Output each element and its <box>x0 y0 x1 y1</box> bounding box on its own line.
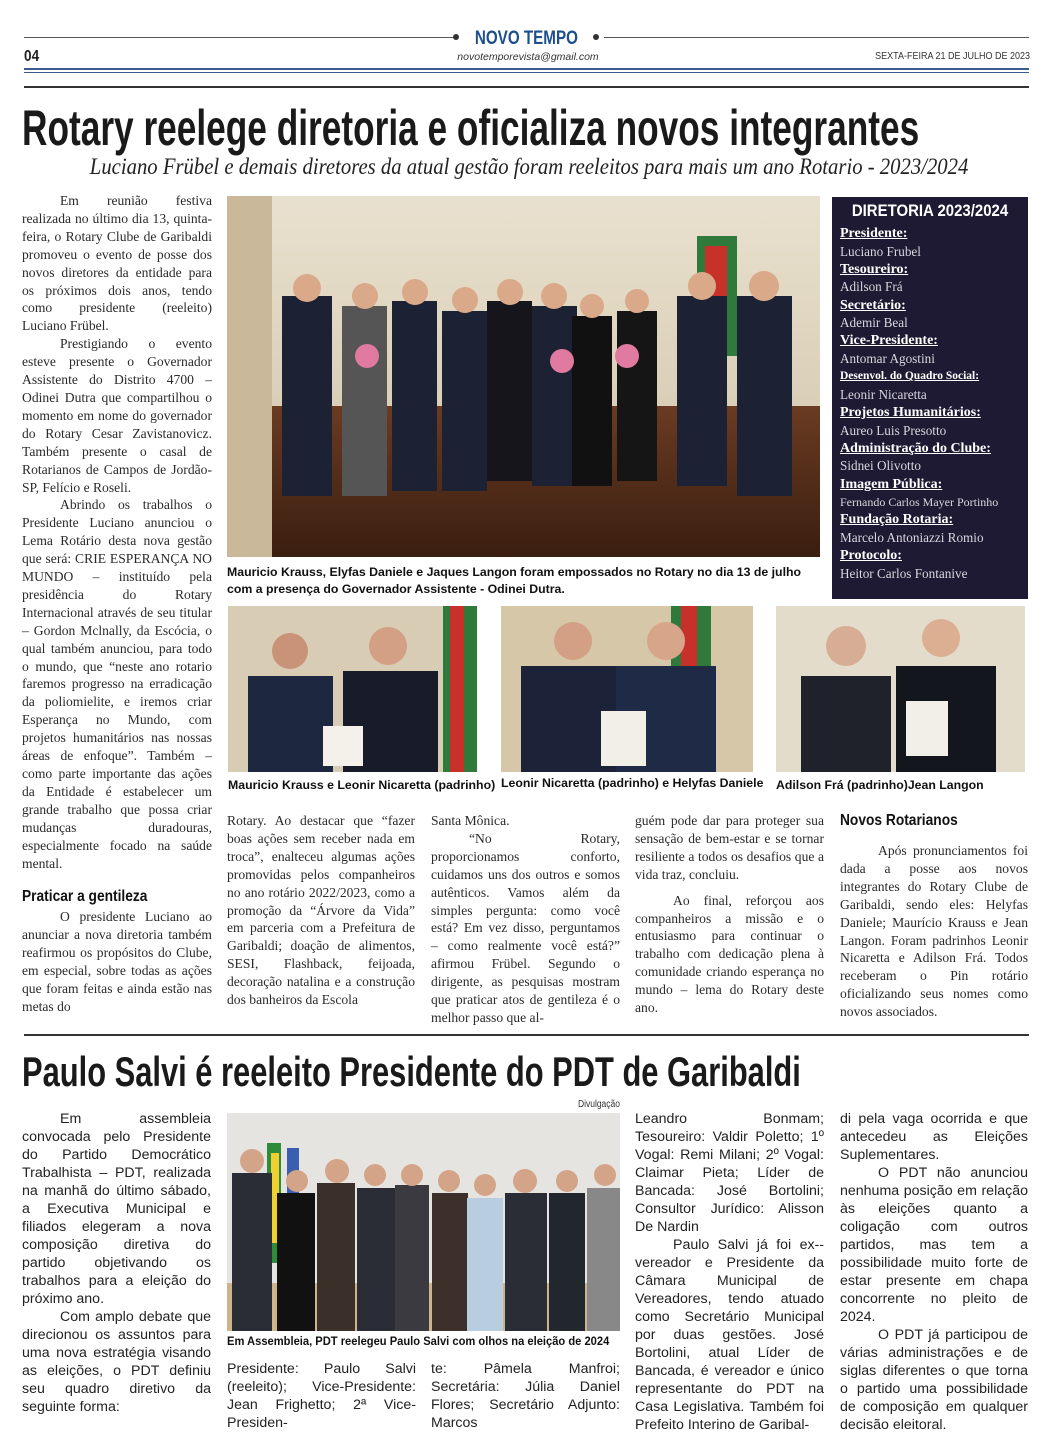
board-member: Imagem Pública: Fernando Carlos Mayer Portinho <box>840 476 999 510</box>
pdt-photo-caption: Em Assembleia, PDT reelegeu Paulo Salvi com olhos na eleição de 2024 <box>227 1334 610 1348</box>
bullet-icon <box>453 34 459 40</box>
issue-date: SEXTA-FEIRA 21 DE JULHO DE 2023 <box>875 51 1030 62</box>
page-number: 04 <box>24 48 40 65</box>
board-member: Projetos Humanitários: Aureo Luis Presotto <box>840 404 981 438</box>
main-photo-caption: Mauricio Krauss, Elyfas Daniele e Jaques Langon foram empossados no Rotary no dia 13 de julho com a presença do Governador Assistente - Odinei Dutra. <box>227 565 802 596</box>
bullet-icon <box>593 34 599 40</box>
photo-caption: Leonir Nicaretta (padrinho) e Helyfas Daniele <box>501 776 764 790</box>
main-group-photo <box>227 196 820 557</box>
subhead: Praticar a gentileza <box>22 888 148 906</box>
photo-caption: Mauricio Krauss e Leonir Nicaretta (padrinho) <box>228 778 496 792</box>
section-divider <box>24 1034 1029 1036</box>
article1-title: Rotary reelege diretoria e oficializa novos integrantes <box>22 100 920 156</box>
article2-column-2: Presidente: Paulo Salvi (reeleito); Vice-Presidente: Jean Frighetto; 2ª Vice-Presiden- <box>227 1361 416 1431</box>
article1-column-4: guém pode dar para proteger sua sensação de bem-estar e se tornar resiliente a todos os desafios que a vida traz, concluiu. Ao final, reforçou aos companheiros a missão e o entusiasmo para continuar o trabalho com dedicação plena à comunidade criando esperança no mundo – lema do Rotary deste ano. <box>635 813 824 1016</box>
article1-column-2: Rotary. Ao destacar que “fazer boas ações sem receber nada em troca”, enalteceu algumas ações promovidas pelos companheiros no ano rotário 2022/2023, como a promoção da “Árvore da Vida” em parceria com a Prefeitura de Garibaldi; doação de alimentos, SESI, Flashback, feijoada, decoração natalina e a construção dos banheiros da Escola <box>227 813 415 1008</box>
article2-column-5: di pela vaga ocorrida e que antecedeu as Eleições Suplementares. O PDT não anunciou nenhuma posição em relação às eleições quanto a coligação com outros partidos, mas tem a possibilidade muito forte de estar presente em chapa concorrente no pleito de 2024. O PDT já participou de várias administrações e de siglas diferentes o que torna o partido uma possibilidade de composição em qualquer decisão eleitoral. <box>840 1111 1028 1433</box>
pdt-group-photo <box>227 1113 620 1331</box>
article1-subtitle: Luciano Frübel e demais diretores da atual gestão foram reeleitos para mais um ano Rotario - 2023/2024 <box>89 154 969 179</box>
article1-column-3: Santa Mônica. “No Rotary, proporcionamos conforto, cuidamos uns dos outros e somos autênticos. Vamos além da simples pergunta: como você está? Em vez disso, perguntamos – como realmente você está?” afirmou Frübel. Segundo o dirigente, as pesquisas mostram que praticar atos de gentileza é o melhor passo que al- <box>431 813 620 1025</box>
header-rule-left <box>24 37 454 38</box>
board-box: DIRETORIA 2023/2024 Presidente: Luciano Frubel Tesoureiro: Adilson Frá Secretário: Ademir Beal Vice-Presidente: Antomar Agostini Desenvol. do Quadro Social: Leonir Nicaretta Projetos Humanitários: Aureo Luis Presotto Administração do Clube: Sidnei Olivotto Imagem Pública: Fernando Carlos Mayer Portinho Fundação Rotaria: Marcelo Antoniazzi Romio Protocolo: Heitor Carlos Fontanive <box>832 197 1028 599</box>
article2-column-3: te: Pâmela Manfroi; Secretária: Júlia Daniel Flores; Secretário Adjunto: Marcos <box>431 1361 620 1431</box>
board-member: Fundação Rotaria: Marcelo Antoniazzi Romio <box>840 512 984 545</box>
board-member: Vice-Presidente: Antomar Agostini <box>840 333 938 366</box>
header-double-rule <box>24 68 1029 73</box>
email: novotemporevista@gmail.com <box>457 51 599 63</box>
header-rule-right <box>604 37 1029 38</box>
photo-nicaretta-daniele <box>501 606 753 772</box>
article1-column-1: Em reunião festiva realizada no último dia 13, quinta-feira, o Rotary Clube de Garibaldi promoveu o evento de posse dos novos diretores da entidade para os próximos dois anos, tendo como presidente (reeleito) Luciano Frübel. Prestigiando o evento esteve presente o Governador Assistente do Distrito 4700 – Odinei Dutra que compartilhou o momento em nome do governador do Rotary Cesar Zavistanovicz. Também presente o casal de Rotarianos de Campos de Jordão-SP, Felício e Roseli. Abrindo os trabalhos o Presidente Luciano anunciou o Lema Rotário desta nova gestão que será: CRIE ESPERANÇA NO MUNDO – instituído pela presidência do Rotary Internacional através de seu titular – Gordon Mclnally, da Escócia, o qual também anunciou, para todo o mundo, que “neste ano rotario faremos progresso na erradicação da poliomielite, e iremos criar Esperança no Mundo, com projetos humanitários nas nossas áreas de enfoque”. Também – como parte importante das ações da Entidade é estabelecer um grande trabalho que possa criar mudanças duradouras, especialmente focado na saúde mental. Praticar a gentileza O presidente Luciano ao anunciar a nova diretoria também reafirmou os propósitos do Clube, em especial, sobre todas as ações que foram feitas e ainda estão nas metas do <box>22 193 212 1014</box>
board-member: Protocolo: Heitor Carlos Fontanive <box>840 548 968 581</box>
article2-title: Paulo Salvi é reeleito Presidente do PDT de Garibaldi <box>22 1048 801 1095</box>
header-bottom-rule <box>24 86 1029 88</box>
masthead: NOVO TEMPO <box>474 28 578 49</box>
board-member: Presidente: Luciano Frubel <box>840 226 921 259</box>
subhead: Novos Rotarianos <box>840 812 958 829</box>
article1-column-5: Novos Rotarianos Após pronunciamentos foi dada a posse aos novos integrantes do Rotary Clube de Garibaldi, sendo eles: Helyfas Daniele; Maurício Krauss e Jean Langon. Foram padrinhos Leonir Nicaretta e Adilson Frá. Todos receberam o Pin rotário oficializando seus nomes como novos associados. <box>840 812 1028 1020</box>
photo-fra-langon <box>776 606 1025 772</box>
photo-caption: Adilson Frá (padrinho)Jean Langon <box>776 778 984 792</box>
article2-column-1: Em assembleia convocada pelo Presidente do Partido Democrático Trabalhista – PDT, realizada na manhã do último sábado, a Executiva Municipal e filiados elegeram a nova composição diretiva do partido objetivando os trabalhos para a eleição do próximo ano. Com amplo debate que direcionou os assuntos para uma nova estratégia visando as eleições, o PDT definiu seu quadro diretivo da seguinte forma: <box>22 1111 211 1415</box>
board-member: Tesoureiro: Adilson Frá <box>840 261 909 295</box>
board-member: Secretário: Ademir Beal <box>840 297 908 331</box>
article2-column-4: Leandro Bonmam; Tesoureiro: Valdir Poletto; 1º Vogal: Remi Milani; 2º Vogal: Claimar Pieta; Líder de Bancada: José Bortolini; Consultor Jurídico: Alisson De Nardin Paulo Salvi já foi ex--vereador e Presidente da Câmara Municipal de Vereadores, tendo atuado como Secretário Municipal por duas gestões. José Bortolini, atual Líder de Bancada, é vereador e único representante do PDT na Casa Legislativa. Também foi Prefeito Interino de Garibal- <box>635 1111 824 1433</box>
board-member: Administração do Clube: Sidnei Olivotto <box>840 440 991 474</box>
photo-krauss-nicaretta <box>228 606 477 772</box>
board-member: Desenvol. do Quadro Social: Leonir Nicaretta <box>840 370 980 402</box>
photo-credit: Divulgação <box>577 1099 620 1110</box>
